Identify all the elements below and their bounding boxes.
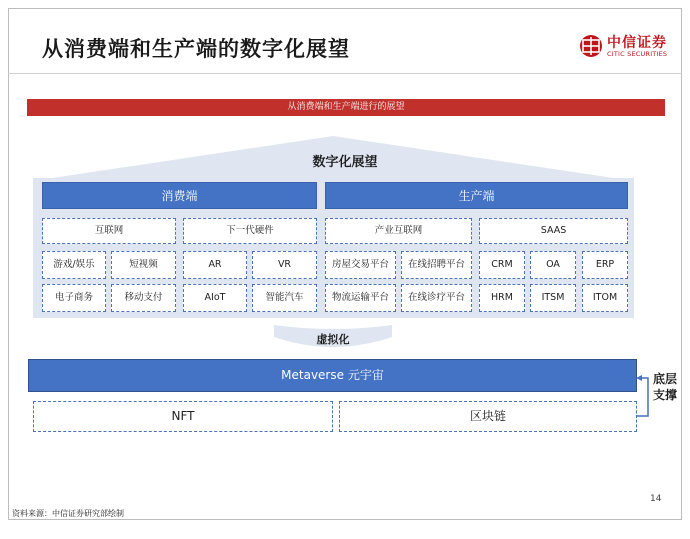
support-bracket-arrow (636, 375, 650, 420)
group-industrial-internet: 产业互联网 (325, 218, 472, 244)
item-online-medical-platform: 在线诊疗平台 (401, 284, 472, 312)
item-crm: CRM (479, 251, 525, 279)
item-itsm: ITSM (530, 284, 576, 312)
producer-header: 生产端 (325, 182, 628, 209)
item-housing-trading-platform: 房屋交易平台 (325, 251, 396, 279)
page-title: 从消费端和生产端的数字化展望 (42, 37, 350, 61)
item-smart-car: 智能汽车 (252, 284, 317, 312)
item-vr: VR (252, 251, 317, 279)
citic-logo-icon (579, 34, 603, 58)
metaverse-bar: Metaverse 元宇宙 (28, 359, 637, 392)
digital-outlook-label: 数字化展望 (312, 155, 378, 170)
group-next-gen-hardware: 下一代硬件 (183, 218, 317, 244)
underlying-support-label: 底层支撑 (653, 372, 678, 402)
item-logistics-platform: 物流运输平台 (325, 284, 396, 312)
group-internet: 互联网 (42, 218, 176, 244)
item-oa: OA (530, 251, 576, 279)
item-erp: ERP (582, 251, 628, 279)
logo-chinese-text: 中信证券 (607, 35, 667, 51)
item-games-entertainment: 游戏/娱乐 (42, 251, 106, 279)
item-hrm: HRM (479, 284, 525, 312)
item-aiot: AIoT (183, 284, 247, 312)
item-online-recruiting-platform: 在线招聘平台 (401, 251, 472, 279)
item-ar: AR (183, 251, 247, 279)
item-short-video: 短视频 (111, 251, 176, 279)
consumer-header: 消费端 (42, 182, 317, 209)
source-note: 资料来源：中信证券研究部绘制 (12, 509, 124, 518)
item-mobile-payment: 移动支付 (111, 284, 176, 312)
logo-english-text: CITIC SECURITIES (607, 50, 668, 58)
group-saas: SAAS (479, 218, 628, 244)
section-banner: 从消费端和生产端进行的展望 (27, 99, 665, 116)
page-number: 14 (650, 494, 662, 504)
citic-logo (579, 32, 679, 62)
nft-box: NFT (33, 401, 333, 432)
blockchain-box: 区块链 (339, 401, 637, 432)
title-divider (8, 73, 682, 74)
item-e-commerce: 电子商务 (42, 284, 106, 312)
item-itom: ITOM (582, 284, 628, 312)
virtualization-label: 虚拟化 (316, 333, 350, 346)
